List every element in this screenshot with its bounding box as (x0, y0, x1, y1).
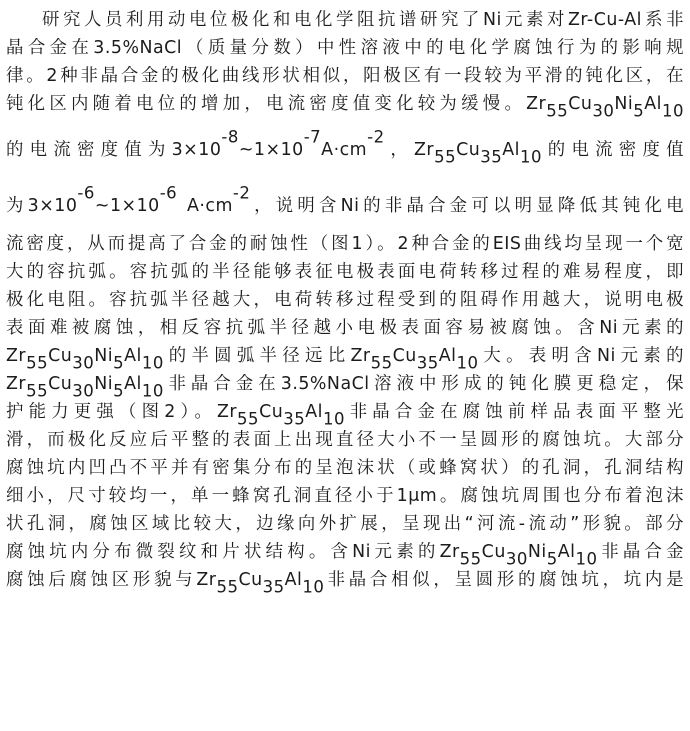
text-line-6: 为$3\times 10^{-6}\sim 1\times 10^{-6}$ $A\cdot cm^{-2}$，说明含Ni的非晶合金可以明显降低其钝化电 (6, 183, 684, 216)
text-line-16: 细小，尺寸较均一，单一蜂窝孔洞直径小于1μm。腐蚀坑周围也分布着泡沫 (6, 486, 684, 506)
text-line-2: 晶合金在3.5%NaCl（质量分数）中性溶液中的电化学腐蚀行为的影响规 (6, 38, 684, 58)
text-line-12: $Zr_{55}Cu_{30}Ni_5Al_{10}$非晶合金在3.5%NaCl溶液中形成的钝化膜更稳定，保 (6, 374, 684, 398)
text-line-8: 大的容抗弧。容抗弧的半径能够表征电极表面电荷转移过程的难易程度，即 (6, 262, 684, 282)
text-line-18: 腐蚀坑内分布微裂纹和片状结构。含Ni元素的$Zr_{55}Cu_{30}Ni_5Al_{10}$非晶合金 (6, 542, 684, 566)
text-line-15: 腐蚀坑内凹凸不平并有密集分布的呈泡沫状（或蜂窝状）的孔洞，孔洞结构 (6, 458, 684, 478)
text-line-4: 钝化区内随着电位的增加，电流密度值变化较为缓慢。$Zr_{55}Cu_{30}Ni_5Al_{10}$ (6, 94, 684, 118)
text-line-14: 滑，而极化反应后平整的表面上出现直径大小不一呈圆形的腐蚀坑。大部分 (6, 430, 684, 450)
text-line-11: $Zr_{55}Cu_{30}Ni_5Al_{10}$的半圆弧半径远比$Zr_{55}Cu_{35}Al_{10}$大。表明含Ni元素的 (6, 346, 684, 370)
text-line-1: 研究人员利用动电位极化和电化学阻抗谱研究了Ni元素对Zr-Cu-Al系非 (42, 10, 684, 30)
text-line-19: 腐蚀后腐蚀区形貌与$Zr_{55}Cu_{35}Al_{10}$非晶合相似，呈圆形的腐蚀坑，坑内是 (6, 570, 684, 594)
text-line-17: 状孔洞，腐蚀区域比较大，边缘向外扩展，呈现出“河流-流动”形貌。部分 (6, 514, 684, 534)
text-line-10: 表面难被腐蚀，相反容抗弧半径越小电极表面容易被腐蚀。含Ni元素的 (6, 318, 684, 338)
text-line-9: 极化电阻。容抗弧半径越大，电荷转移过程受到的阻碍作用越大，说明电极 (6, 290, 684, 310)
text-line-13: 护能力更强（图2）。$Zr_{55}Cu_{35}Al_{10}$非晶合金在腐蚀前样品表面平整光 (6, 402, 684, 426)
text-line-3: 律。2种非晶合金的极化曲线形状相似，阳极区有一段较为平滑的钝化区，在 (6, 66, 684, 86)
text-line-5: 的电流密度值为$3\times 10^{-8}\sim 1\times 10^{-7}A\cdot cm^{-2}$，$Zr_{55}Cu_{35}Al_{10}$的电流密度值 (6, 127, 684, 167)
text-line-7: 流密度，从而提高了合金的耐蚀性（图1）。2种合金的EIS曲线均呈现一个宽 (6, 234, 684, 254)
